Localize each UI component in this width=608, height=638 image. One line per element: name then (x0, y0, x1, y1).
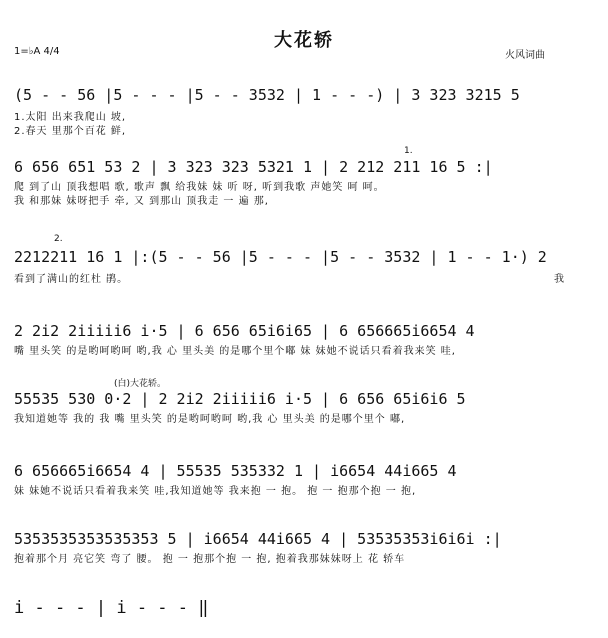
notation-line: i - - - | i - - - ‖ (14, 598, 209, 618)
lyric-line: 嘴 里头笑 的是哟呵哟呵 哟,我 心 里头美 的是哪个里个嘟 妹 妹她不说话只看着我来笑 哇, (14, 346, 456, 357)
volta-2-mark: 2. (54, 234, 63, 244)
song-title: 大花轿 (274, 30, 334, 51)
notation-line: (5 - - 56 |5 - - - |5 - - 3532 | 1 - - -) | 3 323 3215 5 (14, 86, 520, 104)
lyric-line: 2.春天 里那个百花 鲜, (14, 126, 127, 137)
notation-line: 55535 530 0·2 | 2 2i2 2iiiii6 i·5 | 6 656 65i6i6 5 (14, 390, 466, 408)
author-credit: 火风词曲 (505, 50, 545, 61)
notation-line: 2 2i2 2iiiii6 i·5 | 6 656 65i6i65 | 6 656665i6654 4 (14, 322, 475, 340)
notation-line: 6 656665i6654 4 | 55535 535332 1 | i6654 44i665 4 (14, 462, 457, 480)
lyric-line: 我知道她等 我的 我 嘴 里头笑 的是哟呵哟呵 哟,我 心 里头美 的是哪个里个 嘟, (14, 414, 406, 425)
notation-line: 6 656 651 53 2 | 3 323 323 5321 1 | 2 212 211 16 5 :| (14, 158, 493, 176)
score-row-1 (14, 86, 594, 166)
lyric-line: 妹 妹她不说话只看着我来笑 哇,我知道她等 我来抱 一 抱。 抱 一 抱那个抱 一 抱, (14, 486, 417, 497)
volta-1-mark: 1. (404, 146, 413, 156)
score-row-8 (14, 598, 594, 628)
notation-line: 2212211 16 1 |:(5 - - 56 |5 - - - |5 - - 3532 | 1 - - 1·) 2 (14, 248, 547, 266)
lyric-line: 爬 到了山 顶我想唱 歌, 歌声 飘 给我妹 妹 听 呀, 听到我歌 声她笑 呵 呵。 (14, 182, 385, 193)
lyric-line: 1.太阳 出来我爬山 坡, (14, 112, 127, 123)
notation-line: 5353535353535353 5 | i6654 44i665 4 | 53535353i6i6i :| (14, 530, 502, 548)
key-signature: 1=♭A 4/4 (14, 46, 60, 57)
lyric-pickup-word: 我 (554, 274, 565, 285)
score-row-5 (14, 379, 594, 470)
lyric-line: 抱着那个月 亮它笑 弯了 腰。 抱 一 抱那个抱 一 抱, 抱着我那妹妹呀上 花 轿车 (14, 554, 406, 565)
spoken-line: (白)大花轿。 (114, 379, 167, 389)
lyric-line: 我 和那妹 妹呀把手 牵, 又 到那山 顶我走 一 遍 那, (14, 196, 269, 207)
score-row-2 (14, 146, 594, 238)
lyric-line: 看到了满山的红杜 鹃。 (14, 274, 129, 285)
score-row-3 (14, 234, 594, 328)
